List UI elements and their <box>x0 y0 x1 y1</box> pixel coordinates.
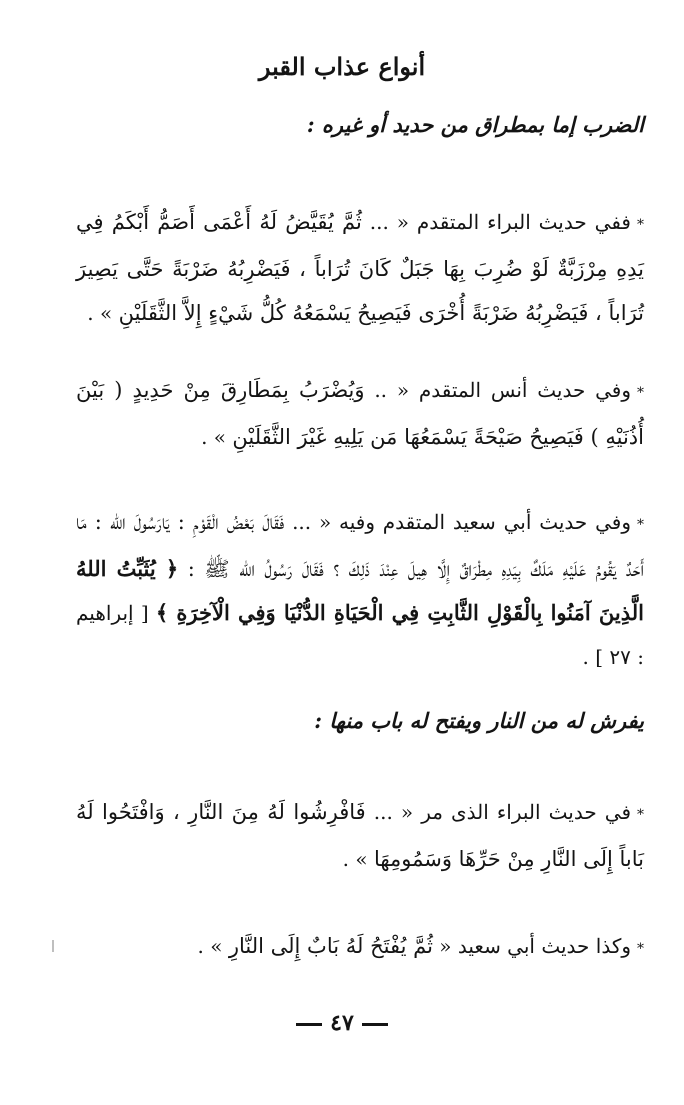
paragraph-intro: وفي حديث أنس المتقدم « .. <box>364 378 631 402</box>
hadith-quote: فَافْرِشُوا لَهُ مِنَ النَّارِ ، وَافْتَحُوا لَهُ بَاباً إِلَى النَّارِ مِنْ حَرِّهَا وَسَمُومِهَا <box>76 800 644 871</box>
paragraph-end: » . <box>197 934 229 958</box>
paragraph-bara-hadith <box>76 200 644 335</box>
paragraph-intro: وكذا حديث أبي سعيد « <box>432 934 631 958</box>
paragraph-intro: ففي حديث البراء المتقدم « ... <box>361 210 631 234</box>
footer-dash-left <box>296 1023 322 1026</box>
paragraph-abu-said-hadith <box>76 500 644 679</box>
bullet-marker: * <box>637 517 645 533</box>
margin-mark <box>52 940 54 952</box>
paragraph-bara-fire <box>76 790 644 881</box>
paragraph-anas-hadith <box>76 368 644 459</box>
paragraph-intro: وفي حديث أبي سعيد المتقدم وفيه « ... <box>284 510 632 534</box>
paragraph-end: » . <box>87 301 119 325</box>
hadith-quote: ثُمَّ يُفْتَحُ لَهُ بَابٌ إِلَى النَّارِ <box>228 934 433 958</box>
paragraph-end: » . <box>201 425 233 449</box>
verse-reference: [ إبراهيم : ٢٧ ] . <box>76 601 644 669</box>
bullet-marker: * <box>637 385 644 401</box>
hadith-quote: فَقَالَ بَعْضُ الْقَوْمِ : يَارَسُولَ الله : مَا أَحَدٌ يَقُومُ عَلَيْهِ مَلَكٌ بِيَدِهِ مِطْرَاقٌ إِلَّا هِيلَ عِنْدَ ذَلِكَ ؟ فَقَالَ رَسُولُ الله ﷺ : <box>76 510 644 581</box>
hadith-quote: ثُمَّ يُقَيَّضُ لَهُ أَعْمَى أَصَمُّ أَبْكَمُ فِي يَدِهِ مِرْزَبَّةٌ لَوْ ضُرِبَ بِهَا جَبَلٌ كَانَ تُرَاباً ، فَيَضْرِبُهُ ضَرْبَةً حَتَّى يَصِيرَ تُرَاباً ، فَيَضْرِبُهُ ضَرْبَةً أُخْرَى فَيَصِيحُ يَسْمَعُهُ كُلُّ شَيْءٍ إِلاَّ الثَّقَلَيْنِ <box>76 210 644 325</box>
bullet-marker: * <box>637 941 644 957</box>
page-footer <box>0 1010 684 1036</box>
paragraph-intro: في حديث البراء الذى مر « ... <box>365 800 631 824</box>
paragraph-end: » . <box>342 847 374 871</box>
paragraph-abu-said-fire <box>76 924 644 971</box>
hadith-quote: وَيُضْرَبُ بِمَطَارِقَ مِنْ حَدِيدٍ ( بَيْنَ أُذُنَيْهِ ) فَيَصِيحُ صَيْحَةً يَسْمَعُهَا مَن يَلِيهِ غَيْرَ الثَّقَلَيْنِ <box>76 378 644 449</box>
bullet-marker: * <box>637 807 644 823</box>
page-number: ٤٧ <box>330 1010 354 1036</box>
footer-dash-right <box>362 1023 388 1026</box>
section-heading-beating: الضرب إما بمطراق من حديد أو غيره : <box>306 112 644 137</box>
section-heading-fire: يفرش له من النار ويفتح له باب منها : <box>314 708 644 733</box>
quran-verse: ﴿ يُثَبِّتُ اللهُ الَّذِينَ آمَنُوا بِالْقَوْلِ الثَّابِتِ فِي الْحَيَاةِ الدُّنْيَا وَفِي الْآخِرَةِ ﴾ <box>76 556 644 625</box>
bullet-marker: * <box>637 217 644 233</box>
page-title: أنواع عذاب القبر <box>258 52 426 81</box>
